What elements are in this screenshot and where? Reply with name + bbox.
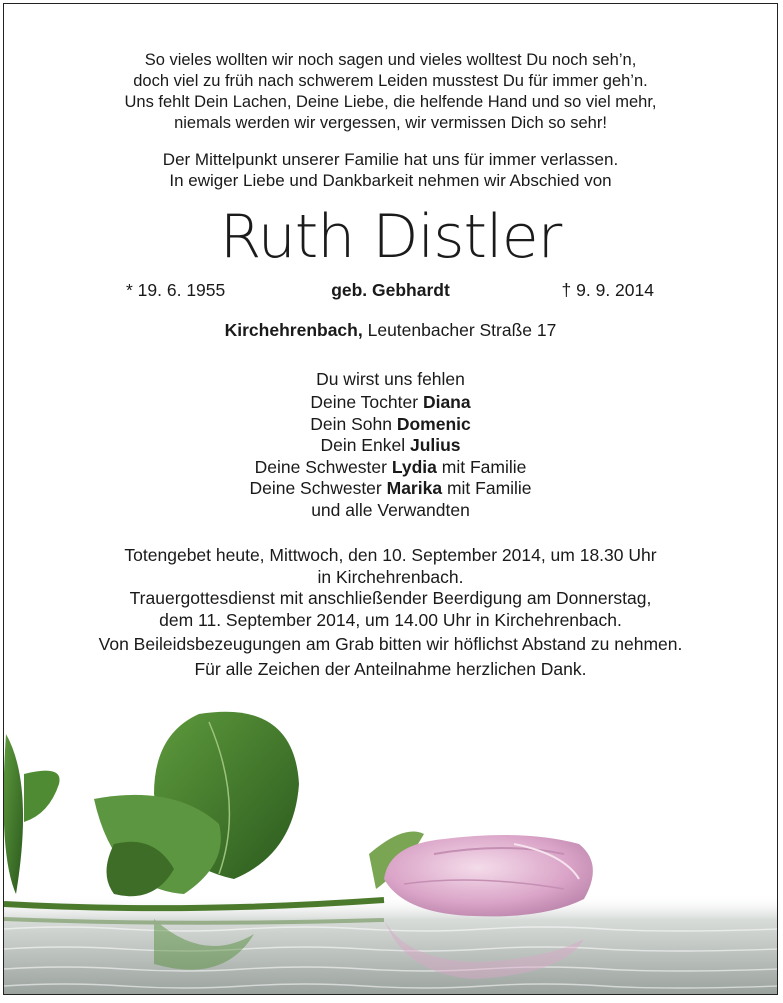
condolence-request: Von Beileidsbezeugungen am Grab bitten wir höflichst Abstand zu nehmen. bbox=[98, 634, 683, 654]
leaf-left bbox=[4, 734, 23, 894]
mourner-relation: Deine Schwester bbox=[254, 456, 387, 477]
mourner-relation: Dein Enkel bbox=[320, 435, 406, 455]
mourners-closing: und alle Verwandten bbox=[311, 499, 470, 520]
intro-line: In ewiger Liebe und Dankbarkeit nehmen wir Abschied von bbox=[169, 171, 612, 190]
service-info bbox=[4, 545, 777, 680]
intro-text bbox=[4, 149, 777, 191]
mourners-heading: Du wirst uns fehlen bbox=[316, 369, 465, 389]
service-line: in Kirchehrenbach. bbox=[317, 566, 464, 587]
mourner-line bbox=[4, 435, 777, 457]
death-date: † 9. 9. 2014 bbox=[561, 280, 654, 300]
service-line: dem 11. September 2014, um 14.00 Uhr in Kirchehrenbach. bbox=[159, 609, 622, 630]
poem-line: doch viel zu früh nach schwerem Leiden musstest Du für immer geh’n. bbox=[133, 72, 648, 90]
rose-leaves bbox=[4, 712, 424, 896]
mourner-line bbox=[4, 478, 777, 500]
mourner-relation: Dein Sohn bbox=[310, 413, 392, 434]
address-town: Kirchehrenbach, bbox=[224, 320, 363, 340]
poem-line: So vieles wollten wir noch sagen und vieles wolltest Du noch seh’n, bbox=[144, 51, 637, 69]
mourner-name: Lydia bbox=[391, 456, 437, 477]
maiden-name: geb. Gebhardt bbox=[331, 280, 450, 300]
poem bbox=[4, 50, 777, 134]
mourner-name: Domenic bbox=[396, 413, 471, 434]
mourner-line bbox=[4, 457, 777, 479]
mourner-relation: Deine Tochter bbox=[310, 392, 419, 412]
mourner-name: Julius bbox=[409, 435, 461, 455]
thanks-line: Für alle Zeichen der Anteilnahme herzlichen Dank. bbox=[194, 658, 587, 679]
mourner-suffix: mit Familie bbox=[441, 456, 527, 477]
mourner-line bbox=[4, 392, 777, 414]
mourner-line bbox=[4, 414, 777, 436]
rose-blossom bbox=[384, 835, 593, 916]
rose-illustration bbox=[4, 704, 778, 995]
obituary-notice bbox=[3, 3, 778, 995]
mourner-name: Marika bbox=[386, 478, 443, 498]
service-line: Totengebet heute, Mittwoch, den 10. September 2014, um 18.30 Uhr bbox=[124, 545, 657, 565]
poem-line: Uns fehlt Dein Lachen, Deine Liebe, die helfende Hand und so viel mehr, bbox=[124, 93, 657, 111]
mourner-relation: Deine Schwester bbox=[249, 478, 382, 498]
mourners-list bbox=[4, 392, 777, 521]
poem-line: niemals werden wir vergessen, wir vermissen Dich so sehr! bbox=[174, 114, 607, 132]
intro-line: Der Mittelpunkt unserer Familie hat uns für immer verlassen. bbox=[162, 150, 619, 169]
leaf-small bbox=[24, 771, 60, 822]
deceased-name: Ruth Distler bbox=[219, 202, 562, 272]
birth-date: * 19. 6. 1955 bbox=[126, 280, 226, 300]
mourner-name: Diana bbox=[422, 392, 471, 412]
service-line: Trauergottesdienst mit anschließender Beerdigung am Donnerstag, bbox=[129, 588, 652, 608]
address-street: Leutenbacher Straße 17 bbox=[367, 320, 557, 340]
mourner-suffix: mit Familie bbox=[446, 478, 532, 498]
address bbox=[4, 319, 777, 341]
